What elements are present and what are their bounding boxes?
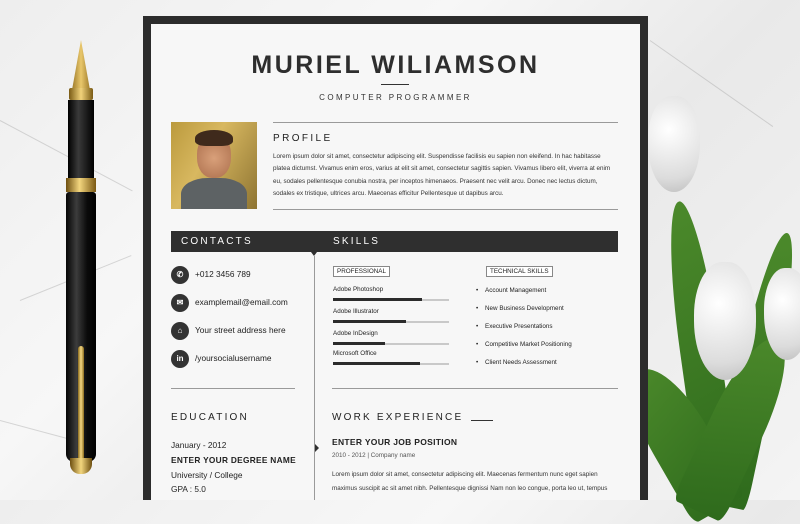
skill-bar [333,299,449,301]
technical-skill-item: • New Business Development [485,305,564,312]
contact-phone-text: +012 3456 789 [195,269,251,279]
skill-name: Adobe Illustrator [333,308,379,315]
education-gpa: GPA : 5.0 [171,484,206,494]
work-heading-rule [471,420,493,421]
contact-address-text: Your street address here [195,325,286,335]
fountain-pen [66,40,96,440]
skill-name: Microsoft Office [333,350,377,357]
skill-bar-fill [333,298,422,301]
column-divider [314,256,315,500]
tulip-bud [648,96,700,192]
profile-top-rule [273,122,618,123]
education-school: University / College [171,470,243,480]
skill-bar-fill [333,320,406,323]
education-degree: ENTER YOUR DEGREE NAME [171,455,296,465]
pen-section [68,100,94,178]
technical-skills-label: TECHNICAL SKILLS [486,266,553,277]
profile-heading: PROFILE [273,133,333,144]
pen-clip [78,346,84,470]
pen-nib [72,40,90,90]
profile-text: Lorem ipsum dolor sit amet, consectetur adipiscing elit. Suspendisse facilisis eu sapien non eleifend. In hac habitasse platea dictumst. Vivamus enim eros, varius at elit sit amet, consectetur sagittis sapien. Vivamus libero elit, viverra at enim eu, sodales pellentesque conubia nostra, per inceptos himenaeos. Praesent nec velit arcu. Donec nec lectus dictum, sodales ex tristique, ultrices arcu. Maecenas efficitur Pellentesque ut dapibus arcu. [273,153,611,198]
contacts-heading: CONTACTS [181,236,253,247]
photo-body [181,178,247,209]
skill-bar-fill [333,362,420,365]
contacts-bottom-rule [171,388,295,389]
technical-skill-item: • Competitive Market Positioning [485,341,572,348]
skill-bar [333,343,449,345]
skill-name: Adobe InDesign [333,330,378,337]
tulip-bud [694,262,756,380]
name-divider [381,84,409,85]
job-meta: 2010 - 2012 | Company name [332,452,416,459]
marble-vein [0,420,68,439]
profile-bottom-rule [273,209,618,210]
job-position: ENTER YOUR JOB POSITION [332,437,458,447]
education-dates: January - 2012 [171,440,227,450]
skill-name: Adobe Photoshop [333,286,384,293]
email-icon: ✉ [171,294,189,312]
skill-bar [333,321,449,323]
skill-bar [333,363,449,365]
profile-photo [171,122,257,209]
job-description: Lorem ipsum dolor sit amet, consectetur adipiscing elit. Maecenas fermentum nunc eget sapien maximus suscipit ac sit amet nibh. Pellentesque dignissi Nam non leo congue, porta leo ut, tempus [332,471,608,492]
contact-email-text: examplemail@email.com [195,297,288,307]
contact-social-text: /yoursocialusername [195,353,272,363]
skills-bottom-rule [332,388,618,389]
phone-icon: ✆ [171,266,189,284]
resume-job-title: COMPUTER PROGRAMMER [319,93,472,102]
location-icon: ⌂ [171,322,189,340]
divider-notch [315,444,319,452]
pen-grip [69,88,93,100]
technical-skill-item: • Client Needs Assessment [485,359,557,366]
pen-cap-tip [70,458,92,474]
linkedin-icon: in [171,350,189,368]
skill-bar-fill [333,342,385,345]
technical-skill-item: • Account Management [485,287,546,294]
work-experience-heading: WORK EXPERIENCE [332,412,464,423]
technical-skill-item: • Executive Presentations [485,323,553,330]
education-heading: EDUCATION [171,412,249,423]
professional-label: PROFESSIONAL [333,266,390,277]
photo-hair [195,130,233,146]
skills-heading: SKILLS [333,236,381,247]
resume-page [151,24,640,500]
resume-name: MURIEL WILIAMSON [251,51,540,79]
pen-band [66,178,96,192]
